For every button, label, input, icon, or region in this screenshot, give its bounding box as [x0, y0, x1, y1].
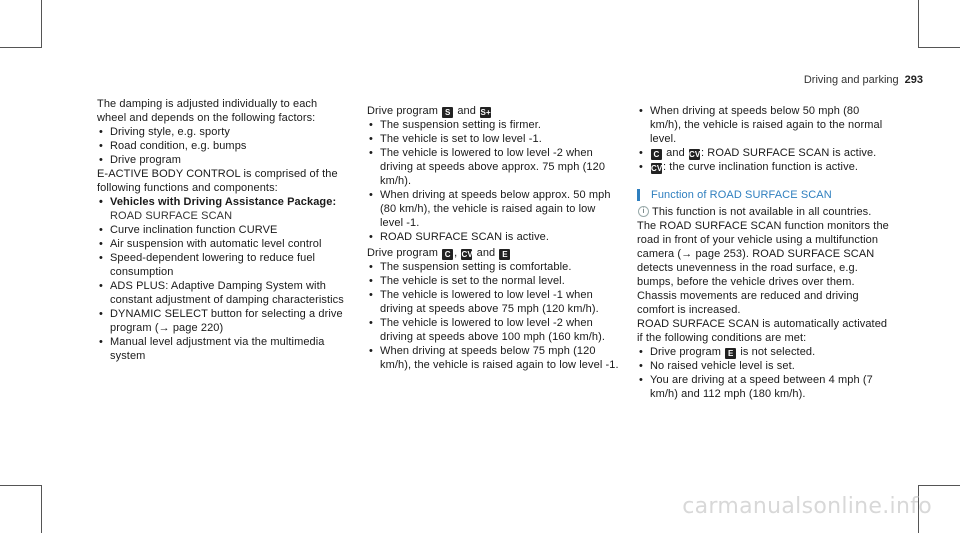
list-item: • When driving at speeds below 50 mph (80 km/h), the vehicle is raised again to the normal level. [637, 104, 889, 146]
list-item: • Air suspension with automatic level control [97, 237, 349, 251]
crop-mark-br-h [918, 485, 960, 486]
list-item: • The vehicle is lowered to low level -1 when driving at speeds above 75 mph (120 km/h). [367, 288, 619, 316]
section-title [637, 188, 889, 202]
info-note [637, 205, 889, 219]
list-item: • The vehicle is set to the normal level. [367, 274, 619, 288]
description-paragraph: The ROAD SURFACE SCAN function monitors the road in front of your vehicle using a multifunction camera (→ page 253). ROAD SURFACE SCAN detects unevenness in the road surface, e.g. bumps, before the vehicle drives over them. Chassis movements are reduced and driving comfort is increased. [637, 220, 889, 316]
package-title: • Vehicles with Driving Assistance Package: [110, 196, 337, 208]
list-item: • ROAD SURFACE SCAN is active. [367, 230, 619, 244]
list-item [637, 345, 889, 359]
list-item [637, 160, 889, 174]
left-column [97, 97, 349, 363]
package-item [97, 195, 349, 223]
factor-list [97, 125, 349, 167]
section-title-text: Function of ROAD SURFACE SCAN [651, 189, 832, 201]
comfort-program-list [367, 260, 619, 372]
list-item: • The vehicle is set to low level -1. [367, 132, 619, 146]
list-item: • Drive program [97, 153, 349, 167]
list-item: • The suspension setting is comfortable. [367, 260, 619, 274]
crop-mark-tr-h [918, 47, 960, 48]
conditions-list [637, 345, 889, 401]
list-item: • Driving style, e.g. sporty [97, 125, 349, 139]
list-item: • Road condition, e.g. bumps [97, 139, 349, 153]
drive-program-label: Drive program [367, 105, 438, 117]
conditions-paragraph: ROAD SURFACE SCAN is automatically activated if the following conditions are met: [637, 318, 888, 344]
curve-program-icon: CV [461, 250, 473, 259]
sport-program-list [367, 118, 619, 244]
and-text: and [457, 105, 476, 117]
sport-plus-program-icon: S+ [480, 108, 491, 117]
info-text: This function is not available in all countries. [652, 206, 872, 218]
list-item: • Speed-dependent lowering to reduce fuel consumption [97, 251, 349, 279]
list-item: • Manual level adjustment via the multimedia system [97, 335, 349, 363]
list-item: • When driving at speeds below approx. 50 mph (80 km/h), the vehicle is raised again to low level -1. [367, 188, 619, 230]
curve-program-icon: CV [688, 150, 701, 159]
header-section: Driving and parking [803, 74, 899, 86]
list-item [637, 146, 889, 160]
info-icon: i [638, 206, 649, 217]
component-list [97, 195, 349, 363]
drive-program-label: Drive program [367, 247, 438, 259]
list-item: • When driving at speeds below 75 mph (120 km/h), the vehicle is raised again to low level -1. [367, 344, 619, 372]
and-text: and [476, 247, 496, 259]
crop-mark-tr-v [918, 0, 919, 48]
continued-list [637, 104, 889, 174]
curve-program-icon: CV [651, 164, 663, 173]
sport-program-icon: S [442, 107, 453, 118]
drive-program-comfort-heading [367, 246, 619, 260]
middle-column [367, 104, 619, 372]
eco-program-icon: E [499, 249, 510, 260]
eco-program-icon: E [725, 348, 736, 359]
crop-mark-tl-h [0, 47, 42, 48]
comfort-program-icon: C [442, 249, 453, 260]
section-marker [637, 189, 640, 201]
item-text: : the curve inclination function is active. [663, 161, 859, 173]
list-item: • ADS PLUS: Adaptive Damping System with constant adjustment of damping characteristics [97, 279, 349, 307]
item-text: : ROAD SURFACE SCAN is active. [700, 147, 877, 159]
list-item: • The vehicle is lowered to low level -2 when driving at speeds above 100 mph (160 km/h). [367, 316, 619, 344]
crop-mark-tl-v [41, 0, 42, 48]
page-number: 293 [904, 74, 923, 86]
system-paragraph: E-ACTIVE BODY CONTROL is comprised of the following functions and components: [97, 168, 338, 194]
list-item: • DYNAMIC SELECT button for selecting a drive program (→ page 220) [97, 307, 349, 335]
list-item: • You are driving at a speed between 4 mph (7 km/h) and 112 mph (180 km/h). [637, 373, 889, 401]
list-item: • No raised vehicle level is set. [637, 359, 889, 373]
intro-paragraph: The damping is adjusted individually to each wheel and depends on the following factors: [97, 98, 318, 124]
list-item: • The vehicle is lowered to low level -2 when driving at speeds above approx. 75 mph (120 km/h). [367, 146, 619, 188]
page-header [804, 74, 923, 86]
package-sub: ROAD SURFACE SCAN [110, 210, 233, 222]
list-item: • Curve inclination function CURVE [97, 223, 349, 237]
right-column [637, 104, 889, 401]
drive-program-sport-heading [367, 104, 619, 118]
item-text: is not selected. [740, 346, 816, 358]
comfort-program-icon: C [651, 149, 662, 160]
crop-mark-bl-h [0, 485, 42, 486]
crop-mark-bl-v [41, 485, 42, 533]
drive-program-label: Drive program [650, 346, 721, 358]
comma-text: , [454, 247, 458, 259]
list-item: • The suspension setting is firmer. [367, 118, 619, 132]
and-text: and [666, 147, 685, 159]
watermark: carmanualsonline.info [682, 494, 932, 519]
